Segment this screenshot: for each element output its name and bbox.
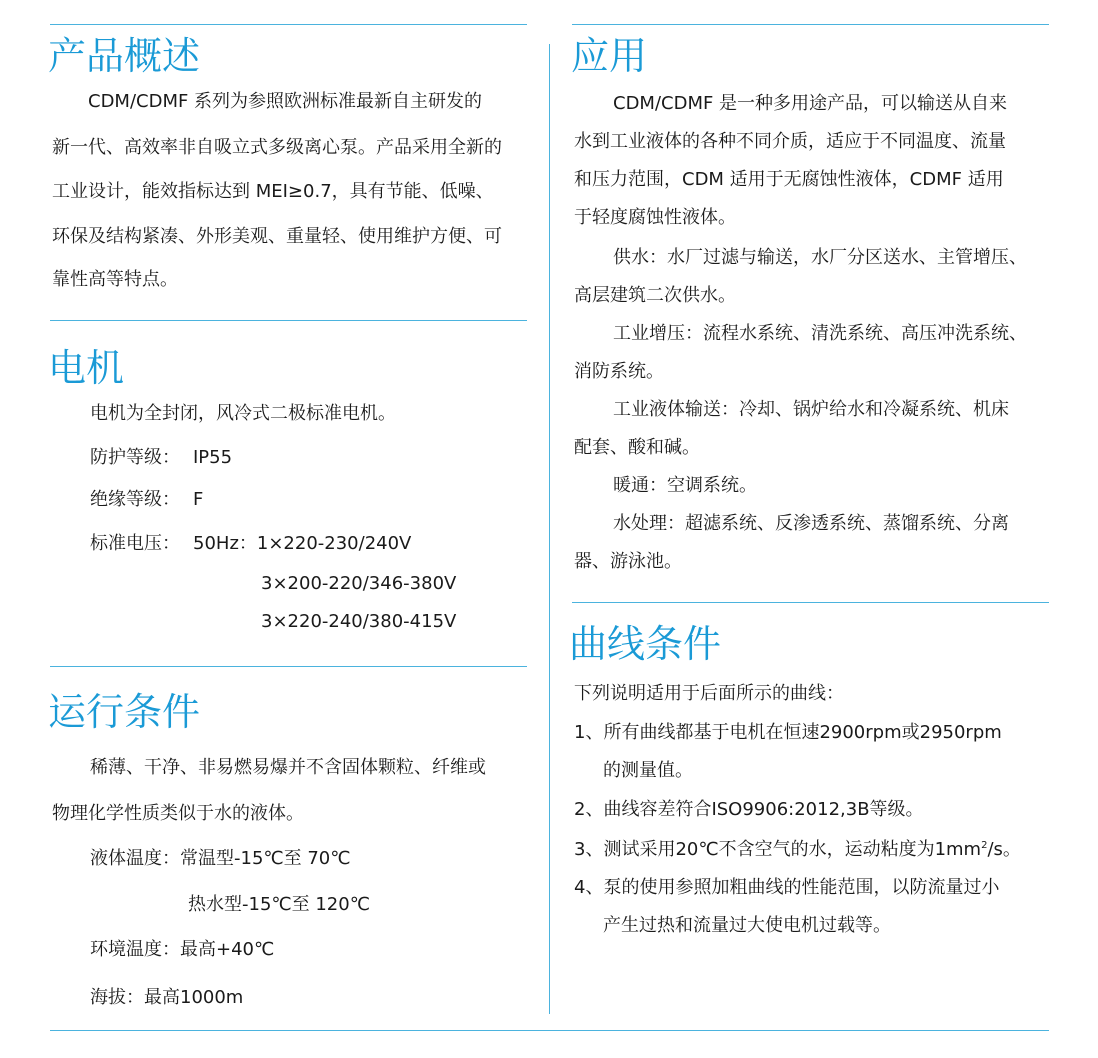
right-rule-2 xyxy=(572,602,1049,603)
application-line-13: 器、游泳池。 xyxy=(574,551,682,572)
motor-heading: 电机 xyxy=(48,346,125,390)
curve-intro: 下列说明适用于后面所示的曲线： xyxy=(574,683,844,704)
insulation-label: 绝缘等级： xyxy=(90,489,180,510)
protection-value: IP55 xyxy=(193,447,233,468)
left-rule-2 xyxy=(50,320,527,321)
left-rule-3 xyxy=(50,666,527,667)
application-line-7: 工业增压：流程水系统、清洗系统、高压冲洗系统、 xyxy=(613,323,1027,344)
curve-item-4b: 产生过热和流量过大使电机过载等。 xyxy=(603,915,891,936)
voltage-value-3: 3×220-240/380-415V xyxy=(261,611,457,632)
curve-item-3-unit: /s。 xyxy=(987,839,1021,860)
motor-intro: 电机为全封闭，风冷式二极标准电机。 xyxy=(90,403,396,424)
curve-heading: 曲线条件 xyxy=(569,622,722,666)
application-line-5: 供水：水厂过滤与输送，水厂分区送水、主管增压、 xyxy=(613,247,1027,268)
curve-item-3-text: 3、测试采用20℃不含空气的水，运动粘度为1mm xyxy=(574,839,982,860)
application-line-10: 配套、酸和碱。 xyxy=(574,437,700,458)
ambient-temp: 环境温度：最高+40℃ xyxy=(90,939,275,960)
column-divider xyxy=(549,44,550,1014)
overview-line-5: 靠性高等特点。 xyxy=(52,269,178,290)
application-line-6: 高层建筑二次供水。 xyxy=(574,285,736,306)
overview-line-1: CDM/CDMF 系列为参照欧洲标准最新自主研发的 xyxy=(88,91,483,112)
overview-line-3: 工业设计，能效指标达到 MEI≥0.7，具有节能、低噪、 xyxy=(52,181,494,202)
hot-water-temp: 热水型-15℃至 120℃ xyxy=(188,894,370,915)
left-top-rule xyxy=(50,24,527,25)
curve-item-1b: 的测量值。 xyxy=(603,760,693,781)
bottom-rule xyxy=(50,1030,1049,1031)
voltage-value-1: 50Hz：1×220-230/240V xyxy=(193,533,412,554)
operating-line-2: 物理化学性质类似于水的液体。 xyxy=(52,803,304,824)
curve-item-4a: 4、泵的使用参照加粗曲线的性能范围，以防流量过小 xyxy=(574,877,1000,898)
application-line-4: 于轻度腐蚀性液体。 xyxy=(574,207,736,228)
application-line-12: 水处理：超滤系统、反渗透系统、蒸馏系统、分离 xyxy=(613,513,1009,534)
application-line-3: 和压力范围，CDM 适用于无腐蚀性液体，CDMF 适用 xyxy=(574,169,1004,190)
application-heading: 应用 xyxy=(571,34,648,78)
liquid-temp: 液体温度：常温型-15℃至 70℃ xyxy=(90,848,351,869)
curve-item-3-superscript: 2 xyxy=(981,840,988,851)
application-line-9: 工业液体输送：冷却、锅炉给水和冷凝系统、机床 xyxy=(613,399,1009,420)
voltage-label: 标准电压： xyxy=(90,533,180,554)
application-line-11: 暖通：空调系统。 xyxy=(613,475,757,496)
overview-line-4: 环保及结构紧凑、外形美观、重量轻、使用维护方便、可 xyxy=(52,226,502,247)
application-line-1: CDM/CDMF 是一种多用途产品，可以输送从自来 xyxy=(613,93,1008,114)
right-top-rule xyxy=(572,24,1049,25)
overview-heading: 产品概述 xyxy=(48,34,201,78)
overview-line-2: 新一代、高效率非自吸立式多级离心泵。产品采用全新的 xyxy=(52,137,502,158)
curve-item-1a: 1、所有曲线都基于电机在恒速2900rpm或2950rpm xyxy=(574,722,1002,743)
curve-item-2: 2、曲线容差符合ISO9906:2012,3B等级。 xyxy=(574,799,924,820)
curve-item-3 xyxy=(574,838,1021,862)
insulation-value: F xyxy=(193,489,204,510)
altitude: 海拔：最高1000m xyxy=(90,987,244,1008)
voltage-value-2: 3×200-220/346-380V xyxy=(261,573,457,594)
application-line-8: 消防系统。 xyxy=(574,361,664,382)
protection-label: 防护等级： xyxy=(90,447,180,468)
operating-heading: 运行条件 xyxy=(48,690,201,734)
application-line-2: 水到工业液体的各种不同介质，适应于不同温度、流量 xyxy=(574,131,1006,152)
operating-line-1: 稀薄、干净、非易燃易爆并不含固体颗粒、纤维或 xyxy=(90,757,486,778)
